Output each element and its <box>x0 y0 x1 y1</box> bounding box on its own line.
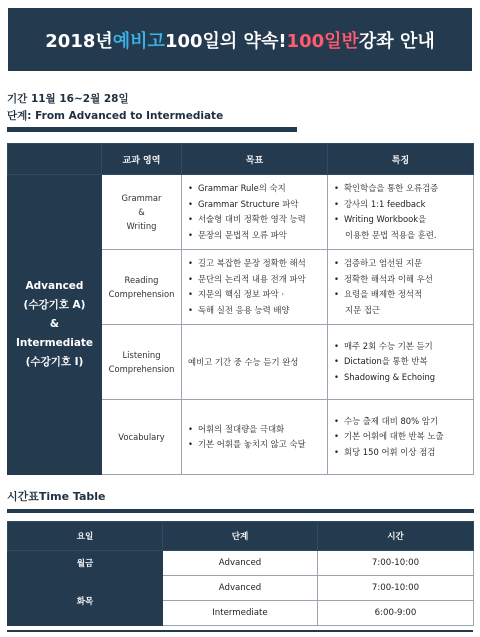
area-line: Comprehension <box>108 289 175 299</box>
feature-item: • Shadowing & Echoing <box>334 370 467 386</box>
area-listening <box>102 325 182 400</box>
goal-item: • 서술형 대비 정확한 영작 능력 <box>188 212 321 228</box>
table-row <box>8 175 474 250</box>
goal-item: • Grammar Rule의 숙지 <box>188 181 321 197</box>
area-vocabulary <box>102 400 182 475</box>
level-cell: Advanced <box>163 551 318 576</box>
timetable-divider <box>7 509 474 513</box>
course-level: 단계: From Advanced to Intermediate <box>7 110 224 122</box>
feature-item: • 회당 150 어휘 이상 점검 <box>334 445 467 461</box>
section-divider <box>7 127 297 132</box>
area-line: Writing <box>126 221 157 231</box>
feature-item: • 확인학습을 통한 오류검증 <box>334 181 467 197</box>
feature-item: 이용한 문법 적용을 훈련. <box>345 229 437 240</box>
timetable-table <box>7 521 474 626</box>
table-row <box>8 576 474 601</box>
goal-cell <box>182 175 328 250</box>
header-day: 요일 <box>8 522 163 551</box>
feature-item: • 매주 2회 수능 기본 듣기 <box>334 339 467 355</box>
feature-item: • 수능 출제 대비 80% 암기 <box>334 414 467 430</box>
title-part-year: 2018년 <box>45 30 113 52</box>
area-line: & <box>138 207 145 217</box>
goal-cell <box>182 325 328 400</box>
title-part-course: 강좌 안내 <box>358 30 435 52</box>
header-feature: 특징 <box>328 144 474 175</box>
goal-item: • 길고 복잡한 문장 정확한 해석 <box>188 256 321 272</box>
title-part-highlight-red: 100일반 <box>286 30 359 52</box>
area-line: Grammar <box>121 193 162 203</box>
feature-cell <box>328 250 474 325</box>
goal-item: • 지문의 핵심 정보 파악 · <box>188 287 321 303</box>
time-cell: 6:00-9:00 <box>318 601 474 626</box>
title-part-highlight-blue: 예비고 <box>112 30 165 52</box>
feature-item: 지문 접근 <box>345 304 381 315</box>
feature-cell <box>328 175 474 250</box>
goal-item: • 어휘의 절대량을 극대화 <box>188 422 321 438</box>
time-cell: 7:00-10:00 <box>318 576 474 601</box>
goal-item: 예비고 기간 중 수능 듣기 완성 <box>188 357 299 367</box>
goal-item: • Grammar Structure 파악 <box>188 197 321 213</box>
level-cell: Intermediate <box>163 601 318 626</box>
area-line: Listening <box>122 350 161 360</box>
area-line: Vocabulary <box>118 432 165 442</box>
day-cell: 월금 <box>8 551 163 576</box>
bottom-divider <box>7 630 473 632</box>
feature-item: • 검증하고 엄선된 지문 <box>334 256 467 272</box>
level-cell: Advanced <box>163 576 318 601</box>
side-label-line: (수강기호 A) <box>23 299 86 311</box>
header-level: 단계 <box>163 522 318 551</box>
area-line: Reading <box>124 275 159 285</box>
goal-item: • 문단의 논리적 내용 전개 파악 <box>188 272 321 288</box>
table-row <box>8 551 474 576</box>
feature-item: • 강사의 1:1 feedback <box>334 197 467 213</box>
level-side-label <box>8 175 102 475</box>
header-time: 시간 <box>318 522 474 551</box>
area-reading <box>102 250 182 325</box>
feature-cell <box>328 325 474 400</box>
area-grammar-writing <box>102 175 182 250</box>
feature-item: • 요령을 배제한 정석적 <box>334 287 467 303</box>
course-period: 기간 11월 16~2월 28일 <box>7 93 129 105</box>
header-goal: 목표 <box>182 144 328 175</box>
goal-item: • 문장의 문법적 오류 파악 <box>188 228 321 244</box>
goal-cell <box>182 250 328 325</box>
feature-item: • Writing Workbook을 <box>334 212 467 228</box>
feature-cell <box>328 400 474 475</box>
feature-item: • Dictation을 통한 반복 <box>334 354 467 370</box>
page-title-banner <box>8 8 472 71</box>
goal-item: • 기본 어휘를 놓치지 않고 숙달 <box>188 437 321 453</box>
day-cell: 화목 <box>8 576 163 626</box>
curriculum-table <box>7 143 474 475</box>
timetable-title: 시간표Time Table <box>7 490 106 503</box>
area-line: Comprehension <box>108 364 175 374</box>
header-area: 교과 영역 <box>102 144 182 175</box>
feature-item: • 기본 어휘에 대한 반복 노출 <box>334 429 467 445</box>
timetable-header-row <box>8 522 474 551</box>
goal-item: • 독해 실전 응용 능력 배양 <box>188 303 321 319</box>
time-cell: 7:00-10:00 <box>318 551 474 576</box>
side-label-line: (수강기호 I) <box>25 356 84 368</box>
curriculum-header-row <box>8 144 474 175</box>
side-label-line: Intermediate <box>15 337 94 349</box>
header-corner <box>8 144 102 175</box>
feature-item: • 정확한 해석과 이해 우선 <box>334 272 467 288</box>
side-label-line: Advanced <box>25 280 84 292</box>
goal-cell <box>182 400 328 475</box>
side-label-line: & <box>49 318 60 330</box>
title-part-promise: 100일의 약속! <box>164 30 287 52</box>
